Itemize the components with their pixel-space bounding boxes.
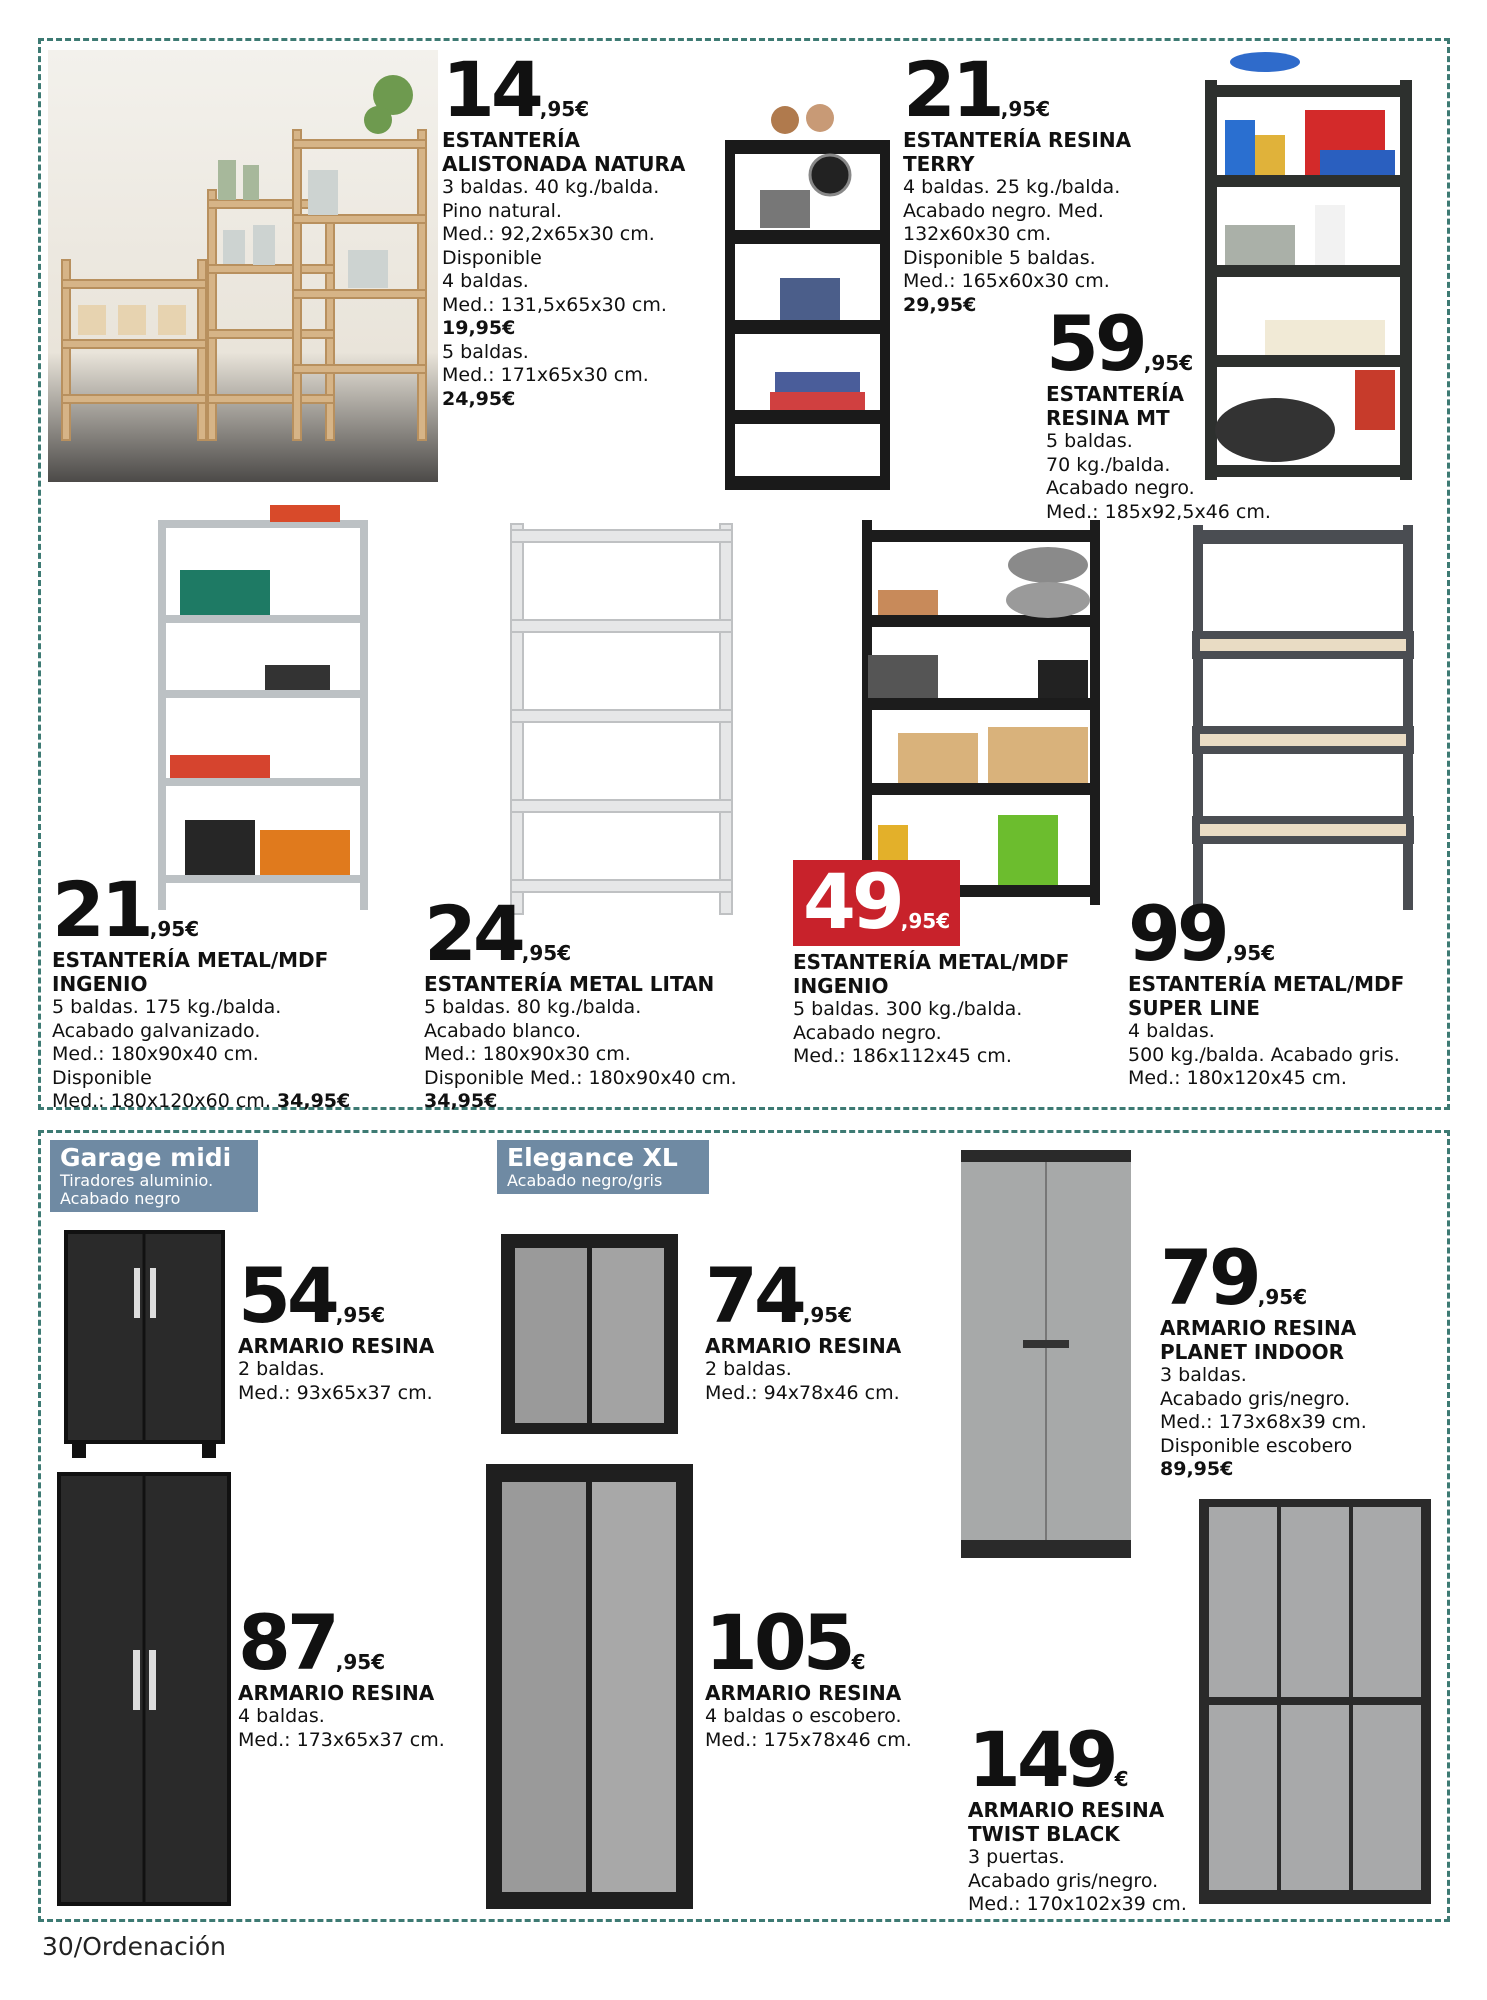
product-name: ESTANTERÍA	[442, 128, 580, 152]
product-name: ARMARIO RESINA	[238, 1334, 435, 1358]
spec-line: Med.: 131,5x65x30 cm.	[442, 293, 667, 316]
product-alistonada-natura	[442, 45, 686, 411]
spec-line: 4 baldas. 25 kg./balda.	[903, 176, 1121, 198]
wooden-shelf-photo	[48, 50, 438, 482]
black-low-cabinet-illustration	[62, 1228, 227, 1458]
spec-line: Med.: 175x78x46 cm.	[705, 1728, 912, 1751]
spec-line: Disponible	[442, 246, 542, 269]
product-name: SUPER LINE	[1128, 996, 1260, 1020]
price: 59,95€	[1046, 299, 1194, 388]
product-armario-105	[705, 1598, 912, 1752]
product-resina-mt	[1046, 299, 1271, 524]
badge-title: Elegance XL	[507, 1143, 678, 1172]
product-name: INGENIO	[52, 972, 148, 996]
price: 54,95€	[238, 1251, 386, 1340]
spec-line: 5 baldas.	[442, 340, 529, 363]
spec-line: Acabado gris/negro.	[1160, 1387, 1351, 1410]
garage-midi-badge	[50, 1140, 258, 1212]
sale-price-badge: 49,95€	[793, 860, 960, 946]
price: 149€	[968, 1715, 1129, 1804]
variant-price: 19,95€	[442, 317, 516, 339]
product-metal-superline	[1128, 889, 1405, 1091]
spec-line: 3 baldas.	[1160, 1364, 1247, 1386]
spec-line: Med.: 93x65x37 cm.	[238, 1381, 433, 1404]
elegance-low-cabinet-photo	[497, 1230, 682, 1445]
product-metal-litan	[424, 889, 737, 1114]
grey-low-cabinet-illustration	[497, 1230, 682, 1445]
price: 14,95€	[442, 45, 590, 134]
spec-line: Acabado gris/negro.	[968, 1869, 1159, 1892]
product-armario-54	[238, 1251, 435, 1405]
spec-line: Disponible Med.: 180x90x40 cm.	[424, 1066, 737, 1089]
product-name: ARMARIO RESINA	[1160, 1316, 1357, 1340]
spec-line: Disponible	[52, 1066, 152, 1089]
spec-line	[52, 1090, 350, 1114]
spec-line: Med.: 173x65x37 cm.	[238, 1728, 445, 1751]
price: 79,95€	[1160, 1233, 1308, 1322]
spec-line: Med.: 170x102x39 cm.	[968, 1893, 1187, 1915]
elegance-xl-badge	[497, 1140, 709, 1194]
white-shelf-illustration	[505, 520, 740, 920]
variant-price: 24,95€	[442, 387, 516, 410]
price: 105€	[705, 1598, 866, 1687]
wooden-shelf-illustration	[48, 50, 438, 482]
spec-line: 5 baldas. 80 kg./balda.	[424, 996, 642, 1018]
black-metal-shelf-illustration	[858, 515, 1103, 910]
spec-line: 132x60x30 cm.	[903, 223, 1052, 245]
planet-indoor-illustration	[953, 1140, 1138, 1570]
resin-shelf-terry-photo	[720, 80, 895, 500]
spec-line: 3 baldas. 40 kg./balda.	[442, 176, 660, 198]
product-metal-ingenio-black	[793, 857, 1070, 1069]
product-name: ARMARIO RESINA	[238, 1681, 435, 1705]
black-tall-cabinet-illustration	[55, 1470, 233, 1915]
spec-line: Acabado negro.	[1046, 477, 1195, 499]
variant-price: 89,95€	[1160, 1458, 1234, 1480]
product-name: TERRY	[903, 152, 975, 176]
product-metal-ingenio-galv	[52, 865, 351, 1114]
price: 21,95€	[903, 45, 1051, 134]
product-armario-87	[238, 1598, 445, 1752]
spec-line: Med.: 180x90x40 cm.	[52, 1043, 259, 1065]
product-name: TWIST BLACK	[968, 1822, 1120, 1846]
price: 21,95€	[52, 865, 200, 954]
spec-line: 4 baldas o escobero.	[705, 1705, 902, 1727]
product-name: ESTANTERÍA METAL/MDF	[52, 948, 329, 972]
spec-line: Med.: 180x120x45 cm.	[1128, 1067, 1347, 1089]
badge-subtitle: Tiradores aluminio.	[60, 1171, 214, 1190]
product-name: ARMARIO RESINA	[968, 1798, 1165, 1822]
variant-price: 34,95€	[424, 1090, 498, 1112]
product-name: ARMARIO RESINA	[705, 1334, 902, 1358]
garage-midi-low-cabinet-photo	[62, 1228, 227, 1458]
metal-shelf-ingenio-black-photo	[858, 515, 1103, 910]
spec-line: 70 kg./balda.	[1046, 453, 1171, 476]
price: 87,95€	[238, 1598, 386, 1687]
variant-price: 29,95€	[903, 293, 977, 316]
elegance-tall-cabinet-photo	[482, 1460, 697, 1915]
planet-indoor-cabinet-photo	[953, 1140, 1138, 1570]
product-armario-twist-black	[968, 1715, 1187, 1917]
spec-line: 5 baldas. 300 kg./balda.	[793, 998, 1023, 1020]
product-name: RESINA MT	[1046, 406, 1170, 430]
product-name: ESTANTERÍA METAL LITAN	[424, 972, 715, 996]
page-number: 30/	[42, 1932, 83, 1961]
product-name: ESTANTERÍA METAL/MDF	[793, 950, 1070, 974]
product-armario-planet-indoor	[1160, 1233, 1367, 1482]
variant-price: 34,95€	[276, 1090, 351, 1112]
spec-line: Med.: 180x90x30 cm.	[424, 1043, 631, 1065]
twist-black-cabinet-photo	[1195, 1495, 1435, 1915]
spec-line: Med.: 165x60x30 cm.	[903, 270, 1110, 292]
spec-line: 4 baldas.	[1128, 1020, 1215, 1042]
grey-tall-cabinet-illustration	[482, 1460, 697, 1915]
spec-line: 4 baldas.	[442, 270, 529, 292]
product-resina-terry	[903, 45, 1132, 317]
badge-subtitle: Acabado negro	[60, 1189, 181, 1208]
section-name: Ordenación	[82, 1932, 226, 1961]
badge-title: Garage midi	[60, 1143, 232, 1172]
product-name: INGENIO	[793, 974, 889, 998]
spec-line: Med.: 173x68x39 cm.	[1160, 1411, 1367, 1433]
spec-line: 2 baldas.	[238, 1358, 325, 1380]
spec-line: Disponible 5 baldas.	[903, 246, 1096, 269]
spec-line: 4 baldas.	[238, 1705, 325, 1727]
price: 74,95€	[705, 1251, 853, 1340]
spec-line: 5 baldas.	[1046, 430, 1133, 452]
spec-line: Pino natural.	[442, 199, 562, 222]
spec-line: Acabado galvanizado.	[52, 1019, 261, 1042]
spec-line: Med.: 185x92,5x46 cm.	[1046, 500, 1271, 523]
price: 24,95€	[424, 889, 572, 978]
badge-subtitle: Acabado negro/gris	[507, 1171, 663, 1190]
twist-black-illustration	[1195, 1495, 1435, 1915]
product-name: ESTANTERÍA	[1046, 382, 1184, 406]
spec-line: Med.: 92,2x65x30 cm.	[442, 223, 655, 245]
product-name: ARMARIO RESINA	[705, 1681, 902, 1705]
galvanized-shelf-illustration	[150, 500, 380, 920]
spec-line: 3 puertas.	[968, 1846, 1065, 1868]
spec-line: Acabado blanco.	[424, 1019, 581, 1042]
spec-line: 5 baldas. 175 kg./balda.	[52, 996, 282, 1018]
metal-shelf-superline-photo	[1188, 520, 1418, 920]
product-name: ESTANTERÍA METAL/MDF	[1128, 972, 1405, 996]
spec-line: 500 kg./balda. Acabado gris.	[1128, 1043, 1400, 1066]
superline-shelf-illustration	[1188, 520, 1418, 920]
product-name: ALISTONADA NATURA	[442, 152, 686, 176]
metal-shelf-ingenio-galv-photo	[150, 500, 380, 920]
black-shelf-illustration	[720, 80, 895, 500]
spec-line: Med.: 94x78x46 cm.	[705, 1381, 900, 1404]
spec-line: Med.: 171x65x30 cm.	[442, 364, 649, 386]
product-name: ESTANTERÍA RESINA	[903, 128, 1132, 152]
price: 99,95€	[1128, 889, 1276, 978]
garage-midi-tall-cabinet-photo	[55, 1470, 233, 1915]
page-footer	[42, 1932, 226, 1961]
metal-shelf-litan-photo	[505, 520, 740, 920]
spec-line: Acabado negro.	[793, 1021, 942, 1044]
spec-line: Disponible escobero	[1160, 1434, 1353, 1457]
spec-line: Med.: 186x112x45 cm.	[793, 1045, 1012, 1067]
product-armario-74	[705, 1251, 902, 1405]
spec-text: Med.: 180x120x60 cm.	[52, 1090, 271, 1112]
spec-line: 2 baldas.	[705, 1358, 792, 1380]
product-name: PLANET INDOOR	[1160, 1340, 1345, 1364]
spec-line: Acabado negro. Med.	[903, 199, 1104, 222]
